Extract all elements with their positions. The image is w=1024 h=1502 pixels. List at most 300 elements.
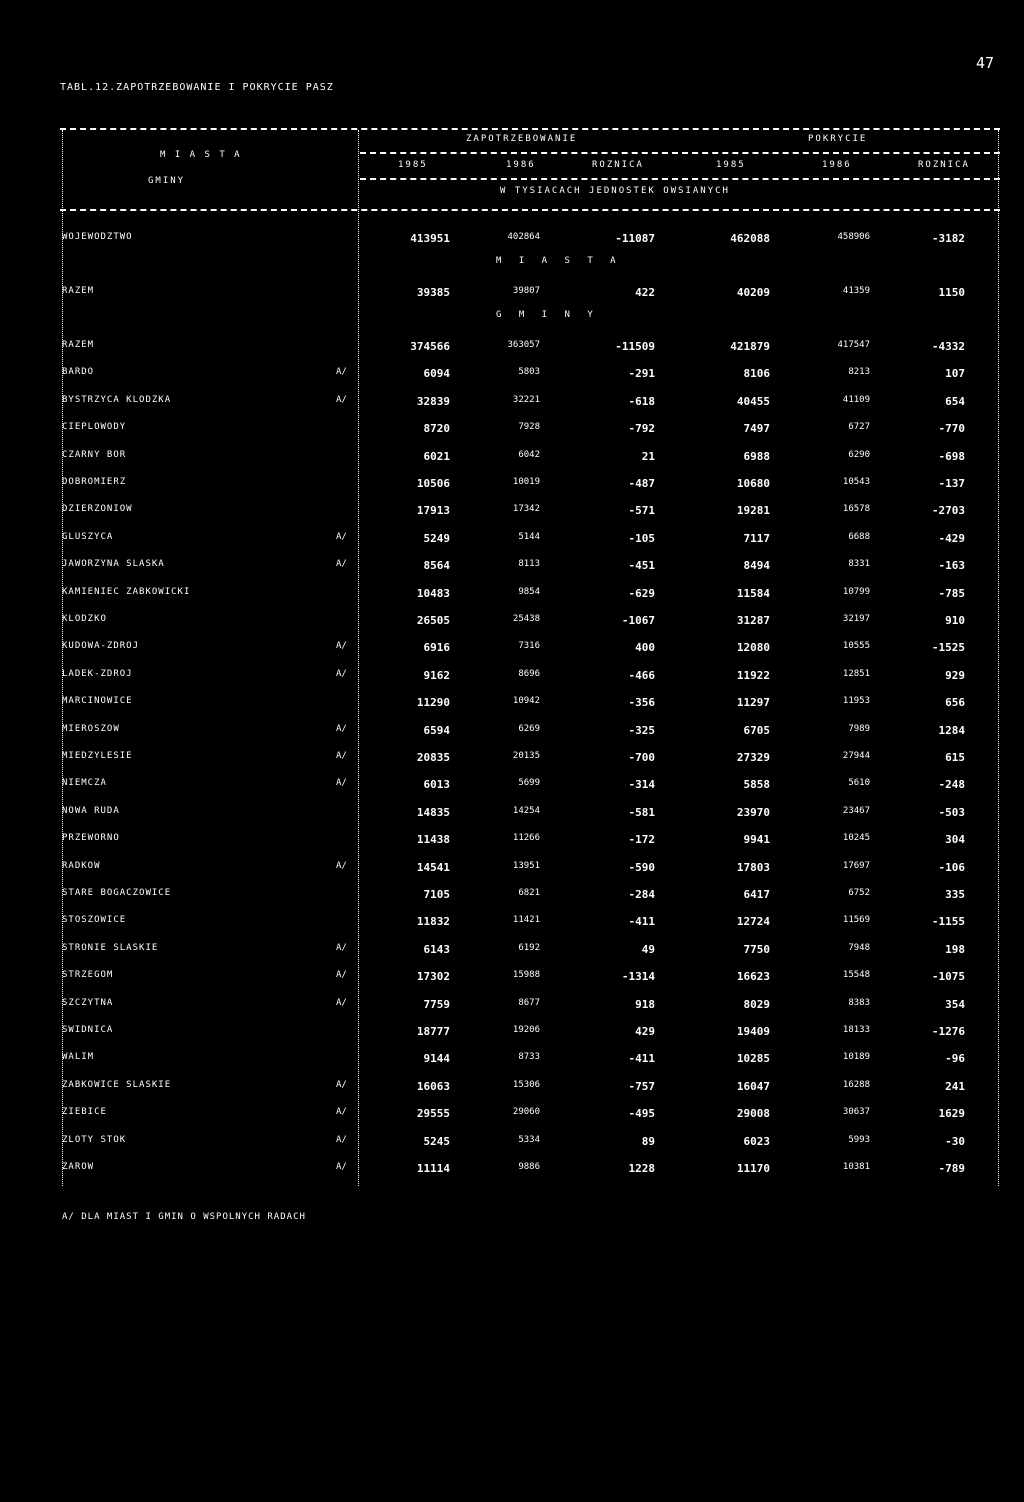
- zap-1985: 374566: [410, 340, 450, 353]
- row-name: KLODZKO: [62, 614, 107, 624]
- zap-1986: 10942: [512, 696, 540, 707]
- zap-1985: 6143: [423, 942, 450, 956]
- row-name: STRONIE SLASKIE: [62, 942, 159, 953]
- table-row: [0, 559, 1024, 579]
- pok-roznica: -4332: [931, 340, 965, 353]
- zap-1985: 11114: [416, 1162, 450, 1175]
- zap-1986: 6192: [518, 942, 540, 953]
- pok-1985: 10680: [736, 477, 770, 490]
- pok-roznica: 1150: [938, 286, 965, 299]
- zap-1985: 5249: [423, 531, 450, 545]
- pok-1986: 41109: [842, 394, 870, 405]
- zap-1986: 9854: [518, 586, 540, 597]
- table-row: [0, 477, 1024, 497]
- zap-1986: 14254: [512, 805, 540, 816]
- table-row: [0, 751, 1024, 771]
- pok-1985: 462088: [730, 232, 770, 245]
- zap-1985: 29555: [416, 1107, 450, 1121]
- pok-1986: 11569: [842, 915, 870, 926]
- row-name: PRZEWORNO: [62, 833, 120, 844]
- pok-roznica: 335: [945, 888, 965, 901]
- pok-roznica: -163: [938, 559, 965, 573]
- row-name: MARCINOWICE: [62, 696, 133, 707]
- zap-1985: 8564: [423, 559, 450, 573]
- zap-roznica: -792: [628, 422, 655, 436]
- zap-roznica: -1314: [621, 970, 655, 984]
- zap-1986: 15988: [512, 970, 540, 981]
- zap-roznica: -325: [628, 723, 655, 737]
- table-row: [0, 532, 1024, 552]
- zap-1986: 5144: [518, 531, 540, 542]
- zap-1985: 9144: [423, 1052, 450, 1066]
- pok-1986: 15548: [842, 970, 870, 981]
- row-mark: A/: [336, 970, 347, 981]
- pok-1985: 5858: [743, 778, 770, 792]
- table-row: [0, 614, 1024, 634]
- pok-1985: 7497: [743, 422, 770, 436]
- zap-roznica: -356: [628, 696, 655, 710]
- pok-1985: 40455: [736, 394, 770, 408]
- row-name: CIEPLOWODY: [62, 422, 127, 433]
- row-name: BYSTRZYCA KLODZKA: [62, 394, 172, 405]
- row-name: JAWORZYNA SLASKA: [62, 559, 165, 570]
- row-name: KAMIENIEC ZABKOWICKI: [62, 586, 191, 597]
- table-row: [0, 1080, 1024, 1100]
- zap-roznica: -451: [628, 559, 655, 573]
- zap-roznica: -172: [628, 833, 655, 847]
- rule-header-bottom: [60, 209, 1000, 211]
- pok-1985: 23970: [736, 805, 770, 819]
- table-row: [0, 232, 1024, 252]
- zap-1985: 10483: [416, 586, 450, 600]
- zap-1986: 7316: [518, 641, 540, 652]
- zap-1985: 26505: [416, 614, 450, 627]
- pok-1985: 19281: [736, 504, 770, 518]
- pok-1985: 6417: [743, 888, 770, 901]
- pok-1985: 7750: [743, 942, 770, 956]
- zap-roznica: -411: [628, 1052, 655, 1066]
- pok-roznica: -789: [938, 1162, 965, 1175]
- pok-roznica: -3182: [931, 232, 965, 245]
- table-row: [0, 970, 1024, 990]
- zap-1986: 20135: [512, 751, 540, 761]
- zap-1986: 402864: [507, 232, 540, 242]
- footnote: A/ DLA MIAST I GMIN O WSPOLNYCH RADACH: [62, 1212, 306, 1222]
- row-mark: A/: [336, 559, 347, 570]
- table-row: [0, 1025, 1024, 1045]
- zap-roznica: -700: [628, 751, 655, 764]
- zap-1985: 39385: [416, 286, 450, 299]
- zap-1985: 11438: [416, 833, 450, 847]
- pok-1986: 11953: [842, 696, 870, 707]
- zap-roznica: -590: [628, 860, 655, 874]
- pok-1985: 10285: [736, 1052, 770, 1066]
- pok-1985: 6988: [743, 449, 770, 463]
- pok-1986: 23467: [842, 805, 870, 816]
- table-row: [0, 286, 1024, 306]
- zap-1985: 413951: [410, 232, 450, 245]
- table-row: [0, 998, 1024, 1018]
- zap-1985: 11832: [416, 915, 450, 929]
- row-name: RAZEM: [62, 286, 95, 296]
- pok-1985: 421879: [730, 340, 770, 353]
- pok-roznica: 929: [945, 668, 965, 682]
- pok-1985: 12724: [736, 915, 770, 929]
- zap-roznica: -314: [628, 778, 655, 792]
- header-pokrycie: POKRYCIE: [808, 134, 868, 144]
- pok-1985: 31287: [736, 614, 770, 627]
- table-row: [0, 888, 1024, 908]
- header-z-1986: 1986: [506, 160, 536, 170]
- header-p-1985: 1985: [716, 160, 746, 170]
- row-name: DOBROMIERZ: [62, 477, 127, 487]
- zap-1986: 363057: [507, 340, 540, 350]
- zap-roznica: 400: [635, 641, 655, 655]
- zap-roznica: -495: [628, 1107, 655, 1121]
- table-row: [0, 724, 1024, 744]
- zap-1985: 20835: [416, 751, 450, 764]
- pok-1985: 7117: [743, 531, 770, 545]
- pok-1986: 5993: [848, 1134, 870, 1145]
- table-row: [0, 915, 1024, 935]
- pok-1985: 12080: [736, 641, 770, 655]
- pok-roznica: 198: [945, 942, 965, 956]
- pok-1986: 417547: [837, 340, 870, 350]
- pok-1986: 8213: [848, 367, 870, 378]
- row-name: STOSZOWICE: [62, 915, 127, 926]
- row-mark: A/: [336, 394, 347, 405]
- pok-roznica: 615: [945, 751, 965, 764]
- zap-roznica: 429: [635, 1025, 655, 1038]
- pok-1986: 7948: [848, 942, 870, 953]
- table-row: [0, 395, 1024, 415]
- zap-roznica: 21: [641, 449, 655, 463]
- table-row: [0, 367, 1024, 387]
- pok-roznica: 107: [945, 367, 965, 381]
- pok-1985: 11584: [736, 586, 770, 600]
- zap-1986: 6269: [518, 723, 540, 734]
- zap-1985: 6013: [423, 778, 450, 792]
- row-mark: A/: [336, 668, 347, 679]
- zap-roznica: -11509: [615, 340, 655, 353]
- table-row: [0, 422, 1024, 442]
- zap-1985: 16063: [416, 1079, 450, 1093]
- zap-roznica: -757: [628, 1079, 655, 1093]
- zap-1985: 10506: [416, 477, 450, 490]
- pok-roznica: 654: [945, 394, 965, 408]
- header-z-1985: 1985: [398, 160, 428, 170]
- row-mark: A/: [336, 1162, 347, 1172]
- header-miasta: M I A S T A: [160, 150, 242, 160]
- header-z-roznica: ROZNICA: [592, 160, 644, 170]
- pok-roznica: -785: [938, 586, 965, 600]
- pok-1985: 16047: [736, 1079, 770, 1093]
- pok-1985: 6705: [743, 723, 770, 737]
- pok-1985: 11922: [736, 668, 770, 682]
- table-row: [0, 1135, 1024, 1155]
- zap-roznica: -466: [628, 668, 655, 682]
- row-name: NOWA RUDA: [62, 805, 120, 816]
- pok-1985: 9941: [743, 833, 770, 847]
- zap-1986: 19206: [512, 1025, 540, 1035]
- zap-1986: 11421: [512, 915, 540, 926]
- row-name: ZIEBICE: [62, 1107, 107, 1118]
- zap-roznica: -284: [628, 888, 655, 901]
- pok-1985: 17803: [736, 860, 770, 874]
- table-row: [0, 587, 1024, 607]
- pok-1986: 6752: [848, 888, 870, 898]
- pok-1986: 41359: [842, 286, 870, 296]
- zap-roznica: -11087: [615, 232, 655, 245]
- zap-roznica: -487: [628, 477, 655, 490]
- row-mark: A/: [336, 942, 347, 953]
- pok-1985: 6023: [743, 1134, 770, 1148]
- table-row: [0, 340, 1024, 360]
- pok-1985: 8029: [743, 997, 770, 1011]
- row-name: STARE BOGACZOWICE: [62, 888, 172, 898]
- row-mark: A/: [336, 860, 347, 871]
- row-mark: A/: [336, 1107, 347, 1118]
- pok-roznica: 1629: [938, 1107, 965, 1121]
- zap-1985: 8720: [423, 422, 450, 436]
- row-name: DZIERZONIOW: [62, 504, 133, 515]
- pok-roznica: -30: [945, 1134, 965, 1148]
- zap-1986: 5803: [518, 367, 540, 378]
- zap-roznica: 1228: [628, 1162, 655, 1175]
- pok-roznica: 354: [945, 997, 965, 1011]
- rule-header-2: [360, 178, 1000, 180]
- zap-1986: 13951: [512, 860, 540, 871]
- table-row: [0, 450, 1024, 470]
- zap-roznica: 49: [641, 942, 655, 956]
- row-mark: A/: [336, 997, 347, 1008]
- zap-1986: 32221: [512, 394, 540, 405]
- row-name: KUDOWA-ZDROJ: [62, 641, 140, 652]
- zap-1986: 5699: [518, 778, 540, 789]
- table-row: [0, 504, 1024, 524]
- zap-roznica: 89: [641, 1134, 655, 1148]
- row-name: WALIM: [62, 1052, 95, 1063]
- pok-1986: 6290: [848, 449, 870, 460]
- pok-1985: 8494: [743, 559, 770, 573]
- row-mark: A/: [336, 778, 347, 789]
- zap-1985: 9162: [423, 668, 450, 682]
- row-name: WOJEWODZTWO: [62, 232, 133, 242]
- pok-roznica: 304: [945, 833, 965, 847]
- zap-1985: 11290: [416, 696, 450, 710]
- table-row: [0, 669, 1024, 689]
- zap-1985: 7759: [423, 997, 450, 1011]
- zap-1985: 6094: [423, 367, 450, 381]
- zap-1986: 6821: [518, 888, 540, 898]
- row-name: NIEMCZA: [62, 778, 107, 789]
- pok-roznica: -137: [938, 477, 965, 490]
- zap-1986: 8696: [518, 668, 540, 679]
- pok-1986: 16578: [842, 504, 870, 515]
- zap-roznica: -629: [628, 586, 655, 600]
- header-gminy: GMINY: [148, 176, 186, 186]
- zap-1986: 10019: [512, 477, 540, 487]
- row-mark: A/: [336, 751, 347, 761]
- header-p-roznica: ROZNICA: [918, 160, 970, 170]
- pok-1986: 27944: [842, 751, 870, 761]
- zap-1985: 5245: [423, 1134, 450, 1148]
- table-row: [0, 943, 1024, 963]
- pok-roznica: -698: [938, 449, 965, 463]
- row-name: GLUSZYCA: [62, 531, 114, 542]
- zap-roznica: 422: [635, 286, 655, 299]
- row-mark: A/: [336, 1134, 347, 1145]
- zap-1986: 17342: [512, 504, 540, 515]
- header-units: W TYSIACACH JEDNOSTEK OWSIANYCH: [500, 186, 730, 196]
- pok-roznica: 910: [945, 614, 965, 627]
- zap-1985: 17913: [416, 504, 450, 518]
- pok-1986: 6727: [848, 422, 870, 433]
- row-mark: A/: [336, 531, 347, 542]
- pok-roznica: -1075: [931, 970, 965, 984]
- zap-1986: 25438: [512, 614, 540, 624]
- pok-roznica: -429: [938, 531, 965, 545]
- rule-header-1: [360, 152, 1000, 154]
- pok-1986: 10543: [842, 477, 870, 487]
- row-name: RADKOW: [62, 860, 101, 871]
- zap-1986: 6042: [518, 449, 540, 460]
- pok-1986: 5610: [848, 778, 870, 789]
- pok-roznica: -1155: [931, 915, 965, 929]
- row-name: LADEK-ZDROJ: [62, 668, 133, 679]
- row-name: STRZEGOM: [62, 970, 114, 981]
- row-name: BARDO: [62, 367, 95, 378]
- pok-1986: 6688: [848, 531, 870, 542]
- zap-1986: 7928: [518, 422, 540, 433]
- table-row: [0, 1162, 1024, 1182]
- rule-top: [60, 128, 1000, 130]
- pok-1986: 16288: [842, 1079, 870, 1090]
- zap-1985: 14541: [416, 860, 450, 874]
- zap-1985: 17302: [416, 970, 450, 984]
- zap-roznica: 918: [635, 997, 655, 1011]
- zap-1985: 14835: [416, 805, 450, 819]
- pok-1986: 30637: [842, 1107, 870, 1118]
- pok-1986: 10245: [842, 833, 870, 844]
- zap-roznica: -411: [628, 915, 655, 929]
- page-number: 47: [976, 54, 995, 72]
- row-name: ZABKOWICE SLASKIE: [62, 1079, 172, 1090]
- header-zapotrzebowanie: ZAPOTRZEBOWANIE: [466, 134, 578, 144]
- row-mark: A/: [336, 723, 347, 734]
- zap-1986: 5334: [518, 1134, 540, 1145]
- pok-roznica: -248: [938, 778, 965, 792]
- zap-1985: 6916: [423, 641, 450, 655]
- table-row: [0, 861, 1024, 881]
- zap-1986: 8733: [518, 1052, 540, 1063]
- zap-1986: 15306: [512, 1079, 540, 1090]
- pok-roznica: -106: [938, 860, 965, 874]
- row-name: SWIDNICA: [62, 1025, 114, 1035]
- pok-1985: 11297: [736, 696, 770, 710]
- table-row: [0, 1052, 1024, 1072]
- zap-roznica: -618: [628, 394, 655, 408]
- zap-roznica: -581: [628, 805, 655, 819]
- pok-1986: 10381: [842, 1162, 870, 1172]
- pok-1986: 7989: [848, 723, 870, 734]
- pok-roznica: -2703: [931, 504, 965, 518]
- zap-roznica: -1067: [621, 614, 655, 627]
- zap-1985: 32839: [416, 394, 450, 408]
- zap-roznica: -291: [628, 367, 655, 381]
- table-row: [0, 833, 1024, 853]
- pok-1985: 29008: [736, 1107, 770, 1121]
- section-miasta: M I A S T A: [496, 256, 622, 266]
- pok-roznica: -770: [938, 422, 965, 436]
- table-title: TABL.12.ZAPOTRZEBOWANIE I POKRYCIE PASZ: [60, 82, 334, 93]
- zap-roznica: -105: [628, 531, 655, 545]
- header-p-1986: 1986: [822, 160, 852, 170]
- pok-1986: 32197: [842, 614, 870, 624]
- zap-1985: 6594: [423, 723, 450, 737]
- pok-roznica: -1525: [931, 641, 965, 655]
- pok-roznica: 241: [945, 1079, 965, 1093]
- pok-1985: 40209: [736, 286, 770, 299]
- section-gminy: G M I N Y: [496, 310, 599, 320]
- pok-1986: 10189: [842, 1052, 870, 1063]
- pok-1985: 27329: [736, 751, 770, 764]
- zap-1986: 29060: [512, 1107, 540, 1118]
- zap-1985: 6021: [423, 449, 450, 463]
- zap-1986: 8677: [518, 997, 540, 1008]
- table-row: [0, 696, 1024, 716]
- row-name: RAZEM: [62, 340, 95, 350]
- pok-1985: 16623: [736, 970, 770, 984]
- pok-roznica: -1276: [931, 1025, 965, 1038]
- pok-1986: 8331: [848, 559, 870, 570]
- row-name: SZCZYTNA: [62, 997, 114, 1008]
- zap-1986: 8113: [518, 559, 540, 570]
- row-mark: A/: [336, 1079, 347, 1090]
- pok-1986: 458906: [837, 232, 870, 242]
- row-name: MIEDZYLESIE: [62, 751, 133, 761]
- table-row: [0, 641, 1024, 661]
- row-name: MIEROSZOW: [62, 723, 120, 734]
- table-row: [0, 778, 1024, 798]
- pok-1986: 17697: [842, 860, 870, 871]
- zap-1986: 39807: [512, 286, 540, 296]
- table-row: [0, 1107, 1024, 1127]
- zap-1986: 11266: [512, 833, 540, 844]
- row-mark: A/: [336, 367, 347, 378]
- pok-1986: 8383: [848, 997, 870, 1008]
- pok-roznica: -503: [938, 805, 965, 819]
- pok-1985: 11170: [736, 1162, 770, 1175]
- pok-1986: 12851: [842, 668, 870, 679]
- row-name: CZARNY BOR: [62, 449, 127, 460]
- pok-1985: 8106: [743, 367, 770, 381]
- zap-1985: 18777: [416, 1025, 450, 1038]
- table-row: [0, 806, 1024, 826]
- zap-roznica: -571: [628, 504, 655, 518]
- row-name: ZAROW: [62, 1162, 95, 1172]
- pok-roznica: -96: [945, 1052, 965, 1066]
- pok-1985: 19409: [736, 1025, 770, 1038]
- pok-roznica: 656: [945, 696, 965, 710]
- pok-1986: 18133: [842, 1025, 870, 1035]
- zap-1985: 7105: [423, 888, 450, 901]
- pok-roznica: 1284: [938, 723, 965, 737]
- pok-1986: 10799: [842, 586, 870, 597]
- row-mark: A/: [336, 641, 347, 652]
- pok-1986: 10555: [842, 641, 870, 652]
- zap-1986: 9886: [518, 1162, 540, 1172]
